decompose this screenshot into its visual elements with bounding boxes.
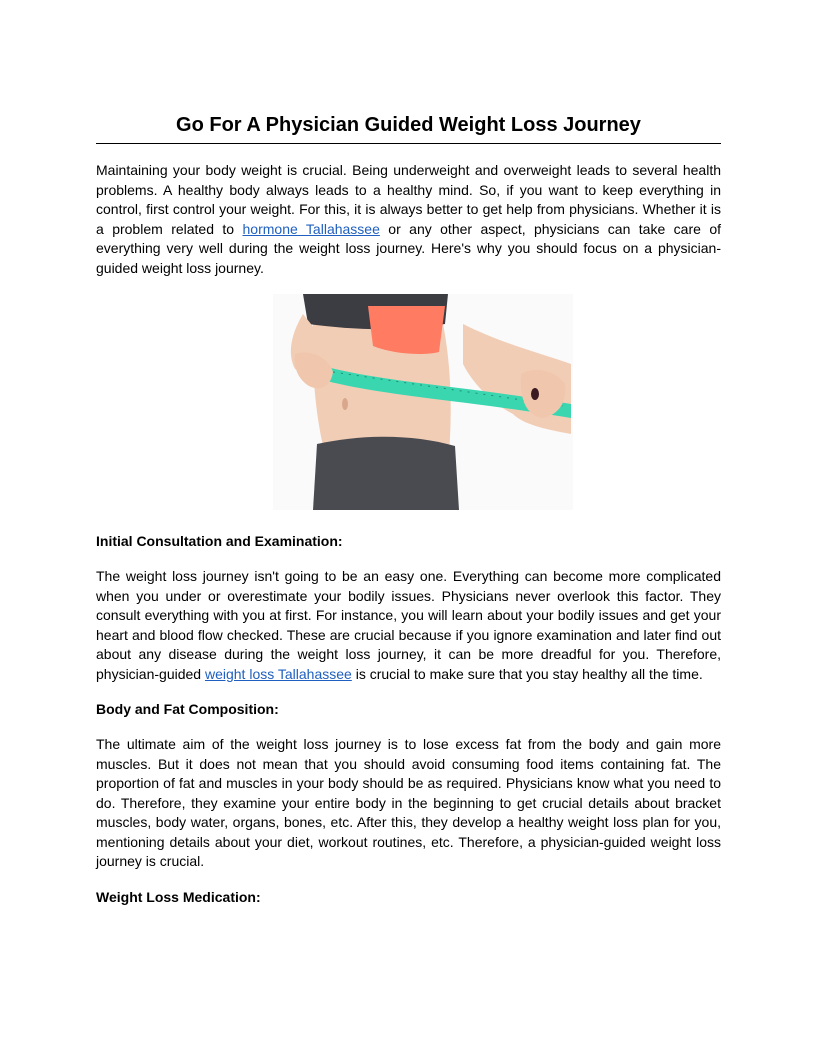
coral-top [368,306,445,354]
heading-medication: Weight Loss Medication: [96,888,261,905]
intro-text-before: Maintaining your body weight is crucial. Being underweight and overweight leads to several health problems. A healthy body always leads to a healthy mind. So, if you want to keep everything in control, first control your weight. For this, it is always better to get help from physicians. Whether it is a problem related to [96,162,721,237]
consultation-text-after: is crucial to make sure that you stay healthy all the time. [351,665,703,682]
intro-paragraph [96,161,721,278]
page-title: Go For A Physician Guided Weight Loss Journey [96,114,721,144]
navel-shape [342,398,348,410]
document-page [96,114,721,907]
consultation-text-before: The weight loss journey isn't going to be an easy one. Everything can become more complicated when you under or overestimate your bodily issues. Physicians never overlook this factor. They consult everything with you at first. For instance, you will learn about your bodily issues and get your heart and blood flow checked. These are crucial because if you ignore examination and later find out about any disease during the weight loss journey, it can be more dreadful for you. Therefore, physician-guided [96,568,721,682]
weight-loss-link[interactable]: weight loss Tallahassee [204,665,352,682]
heading-initial-consultation: Initial Consultation and Examination: [96,533,343,549]
waist-measurement-illustration [273,294,573,510]
waist-measurement-photo [273,294,573,510]
intro-text-after: or any other aspect, physicians can take care of everything very well during the weight loss journey. Here's why you should focus on a physician-guided weight loss journey. [96,220,721,276]
consultation-paragraph [96,567,721,684]
body-fat-paragraph: The ultimate aim of the weight loss journey is to lose excess fat from the body and gain more muscles. But it does not mean that you should avoid consuming food items containing fat. The proportion of fat and muscles in your body should be as required. Physicians know what you need to do. Therefore, they examine your entire body in the beginning to get crucial details about bracket muscles, body water, organs, bones, etc. After this, they develop a healthy weight loss plan for you, mentioning details about your diet, workout routines, etc. Therefore, a physician-guided weight loss journey is crucial. [96,736,721,869]
pants-shape [313,437,459,510]
heading-body-fat: Body and Fat Composition: [96,701,279,717]
hormone-link[interactable]: hormone Tallahassee [242,220,380,237]
